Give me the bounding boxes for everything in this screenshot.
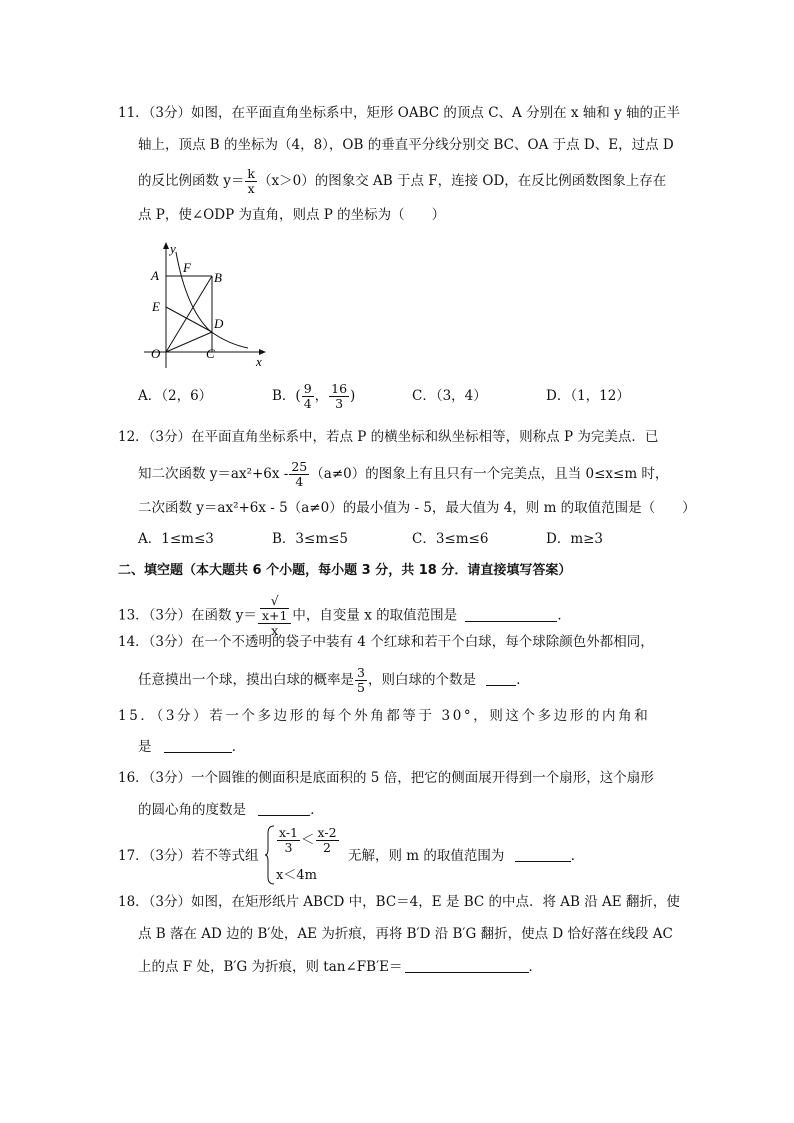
q17-text-pre: 17．（3分）若不等式组 — [118, 848, 259, 864]
q15-line1: 15．（3分）若一个多边形的每个外角都等于 30°，则这个多边形的内角和 — [118, 708, 651, 724]
less-than: ＜ — [301, 832, 315, 848]
q11-fraction-k-over-x — [245, 167, 257, 196]
fraction-denominator: 4 — [295, 474, 304, 489]
q16-period: ． — [310, 802, 324, 818]
q14-text-b: ，则白球的个数是 — [367, 672, 476, 688]
label-f: F — [183, 260, 191, 275]
q16-line1: 16．（3分）一个圆锥的侧面积是底面积的 5 倍，把它的侧面展开得到一个扇形，这个扇形 — [118, 770, 654, 786]
q12-option-c[interactable]: C．3≤m≤6 — [412, 531, 489, 547]
q11-option-b[interactable] — [272, 382, 355, 411]
q11-line4: 点 P，使∠ODP 为直角，则点 P 的坐标为（ ） — [138, 207, 446, 223]
section-2-heading: 二、填空题（本大题共 6 个小题，每小题 3 分，共 18 分．请直接填写答案） — [118, 563, 572, 578]
q12-option-d[interactable]: D．m≥3 — [546, 531, 604, 547]
q17-inequality-1 — [276, 826, 340, 855]
q17-answer-blank[interactable] — [515, 847, 571, 862]
q17-system-brace — [264, 825, 276, 885]
q11-option-d[interactable]: D．（1，12） — [546, 388, 630, 404]
option-b-open: B．( — [272, 388, 301, 404]
q11-line2: 轴上，顶点 B 的坐标为（4，8），OB 的垂直平分线分别交 BC、OA 于点 D、E，过点 D — [138, 137, 674, 153]
q18-answer-blank[interactable] — [405, 958, 529, 973]
q16-text: 的圆心角的度数是 — [138, 802, 246, 818]
q11-line1: 11．（3分）如图，在平面直角坐标系中，矩形 OABC 的顶点 C、A 分别在 x 轴和 y 轴的正半 — [118, 105, 680, 121]
q11-figure — [140, 238, 275, 370]
label-y: y — [170, 241, 176, 256]
q14-period: ． — [516, 672, 530, 688]
q12-option-b[interactable]: B．3≤m≤5 — [272, 531, 349, 547]
fraction-denominator: 4 — [303, 396, 312, 411]
fraction-numerator: 16 — [331, 381, 348, 396]
option-b-close: ) — [350, 388, 356, 404]
q12-line2-text-a: 知二次函数 y＝ax²+6x - — [138, 466, 289, 482]
q17-text-post-line — [348, 846, 584, 866]
label-c: C — [206, 346, 215, 361]
fraction-denominator: 3 — [335, 396, 344, 411]
sqrt-radicand: x+1 — [261, 608, 288, 623]
q13-text-pre: 13．（3分）在函数 y＝ — [118, 607, 257, 624]
label-b: B — [214, 270, 222, 285]
q11-option-a[interactable]: A．（2，6） — [138, 388, 213, 404]
fraction-numerator: k — [247, 166, 255, 181]
q14-text-a: 任意摸出一个球，摸出白球的概率是 — [138, 672, 354, 688]
fraction-denominator: x — [247, 181, 255, 196]
option-b-fraction-1 — [302, 382, 314, 411]
fraction-numerator: x-1 — [279, 825, 299, 840]
q17-text-post: 无解，则 m 的取值范围为 — [348, 848, 505, 864]
q12-line2 — [138, 460, 668, 489]
q18-text: 上的点 F 处，B′G 为折痕，则 tan∠FB′E＝ — [138, 959, 403, 975]
segment-ed — [166, 307, 212, 332]
label-e: E — [152, 299, 160, 314]
q15-answer-blank[interactable] — [164, 738, 232, 753]
q17-inequality-2: x＜4m — [276, 868, 317, 883]
q12-line3: 二次函数 y＝ax²+6x - 5（a≠0）的最小值为 - 5，最大值为 4，则 m 的取值范围是（ ） — [138, 500, 696, 516]
fraction-denominator: x — [271, 623, 279, 638]
fraction-numerator: 3 — [357, 665, 365, 680]
q13-period: ． — [557, 607, 571, 624]
fraction-denominator: 3 — [284, 840, 293, 855]
q17-fraction-1 — [277, 826, 300, 855]
q15-line2 — [138, 737, 245, 757]
q13-text-post: 中，自变量 x 的取值范围是 — [292, 607, 458, 624]
q18-period: ． — [528, 959, 542, 975]
q14-line2 — [138, 666, 530, 695]
q18-line3 — [138, 957, 542, 977]
q11-option-c[interactable]: C．（3，4） — [412, 388, 487, 404]
q11-line3-text-b: （x＞0）的图象交 AB 于点 F，连接 OD，在反比例函数图象上存在 — [258, 173, 667, 189]
q11-line3 — [138, 167, 666, 196]
q12-option-a[interactable]: A．1≤m≤3 — [138, 531, 214, 547]
q16-line2 — [138, 800, 324, 820]
fraction-numerator: 25 — [291, 459, 308, 474]
option-b-fraction-2 — [329, 382, 349, 411]
q14-fraction — [355, 666, 367, 695]
q18-line1: 18．（3分）如图，在矩形纸片 ABCD 中，BC＝4，E 是 BC 的中点．将 AB 沿 AE 翻折，使 — [118, 894, 680, 910]
option-b-comma: ， — [314, 388, 329, 404]
q15-text: 是 — [138, 739, 152, 755]
q18-line2: 点 B 落在 AD 边的 B′处，AE 为折痕，再将 B′D 沿 B′G 翻折，使点 D 恰好落在线段 AC — [138, 926, 673, 942]
label-x: x — [256, 354, 262, 369]
fraction-denominator: 5 — [357, 680, 365, 695]
fraction-numerator: √ x+1 — [258, 594, 291, 624]
q17-fraction-2 — [316, 826, 339, 855]
q12-line1: 12．（3分）在平面直角坐标系中，若点 P 的横坐标和纵坐标相等，则称点 P 为完美点．已 — [118, 429, 659, 445]
q14-line1: 14．（3分）在一个不透明的袋子中装有 4 个红球和若干个白球，每个球除颜色外都相同， — [118, 634, 654, 650]
segment-ob — [166, 276, 212, 352]
q16-answer-blank[interactable] — [258, 801, 310, 816]
label-o: O — [151, 346, 161, 361]
fraction-numerator: 9 — [303, 381, 312, 396]
label-a: A — [151, 268, 159, 283]
label-d: D — [214, 316, 224, 331]
fraction-denominator: 2 — [323, 840, 331, 855]
fraction-numerator: x-2 — [317, 825, 337, 840]
q14-answer-blank[interactable] — [486, 671, 516, 686]
q12-fraction — [289, 460, 309, 489]
q15-period: ． — [231, 739, 246, 755]
q11-line3-text-a: 的反比例函数 y＝ — [138, 173, 245, 189]
q13-answer-blank[interactable] — [465, 607, 557, 622]
q12-line2-text-b: （a≠0）的图象上有且只有一个完美点，且当 0≤x≤m 时， — [310, 466, 669, 482]
y-axis-arrow — [163, 242, 169, 249]
q17-period: ． — [570, 848, 585, 864]
